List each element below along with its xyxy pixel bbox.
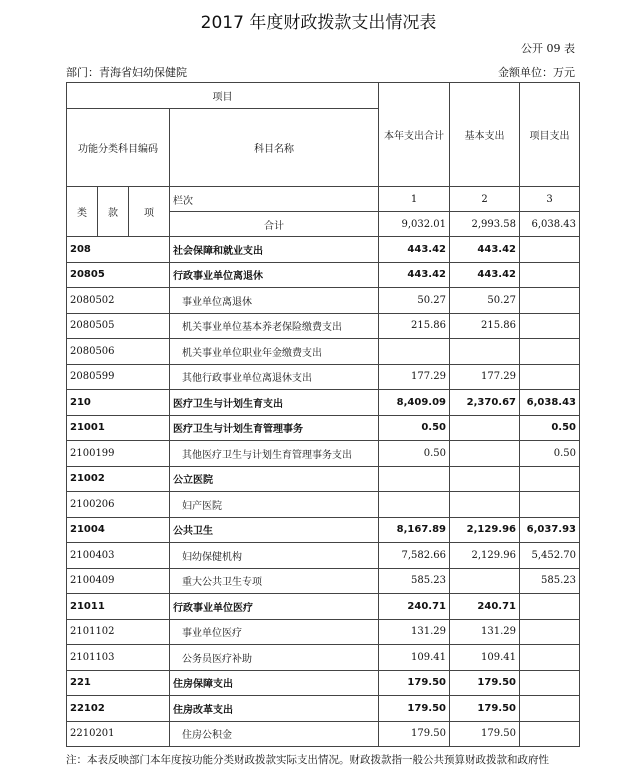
row-code: 208 <box>67 237 170 263</box>
header-subject-name: 科目名称 <box>170 109 379 187</box>
row-code: 2101102 <box>67 619 170 645</box>
report-title: 2017 年度财政拨款支出情况表 <box>200 13 437 33</box>
row-total: 443.42 <box>379 237 450 263</box>
row-subject-name: 医疗卫生与计划生育管理事务 <box>170 415 379 441</box>
footnote: 注：本表反映部门本年度按功能分类财政拨款实际支出情况。财政拨款指一般公共预算财政拨款和政府性 <box>66 754 549 766</box>
row-subject-name: 其他医疗卫生与计划生育管理事务支出 <box>170 441 379 467</box>
table-row <box>67 619 580 645</box>
row-total: 179.50 <box>379 721 450 747</box>
table-row <box>67 568 580 594</box>
row-basic: 179.50 <box>450 670 520 696</box>
table-row <box>67 364 580 390</box>
row-code: 2080502 <box>67 288 170 314</box>
row-basic: 50.27 <box>450 288 520 314</box>
row-basic <box>450 492 520 518</box>
table-row <box>67 390 580 416</box>
row-subject-name: 行政事业单位医疗 <box>170 594 379 620</box>
row-basic: 2,370.67 <box>450 390 520 416</box>
row-total: 585.23 <box>379 568 450 594</box>
row-basic: 443.42 <box>450 237 520 263</box>
row-subject-name: 住房改革支出 <box>170 696 379 722</box>
table-row <box>67 339 580 365</box>
row-subject-name: 住房公积金 <box>170 721 379 747</box>
table-row <box>67 262 580 288</box>
row-total: 109.41 <box>379 645 450 671</box>
row-project: 0.50 <box>520 415 580 441</box>
row-total: 240.71 <box>379 594 450 620</box>
table-row <box>67 237 580 263</box>
row-basic: 2,129.96 <box>450 543 520 569</box>
row-subject-name: 住房保障支出 <box>170 670 379 696</box>
table-row <box>67 543 580 569</box>
row-subject-name: 重大公共卫生专项 <box>170 568 379 594</box>
row-total: 50.27 <box>379 288 450 314</box>
header-func-code: 功能分类科目编码 <box>67 109 170 187</box>
row-code: 2100206 <box>67 492 170 518</box>
table-row <box>67 466 580 492</box>
table-row <box>67 721 580 747</box>
table-row <box>67 492 580 518</box>
row-total: 179.50 <box>379 696 450 722</box>
row-basic <box>450 466 520 492</box>
row-code: 2080599 <box>67 364 170 390</box>
row-project: 0.50 <box>520 441 580 467</box>
row-project <box>520 619 580 645</box>
total-basic: 2,993.58 <box>450 212 520 237</box>
row-total: 215.86 <box>379 313 450 339</box>
row-project <box>520 594 580 620</box>
row-project <box>520 262 580 288</box>
form-code: 公开 09 表 <box>521 42 575 55</box>
row-subject-name: 行政事业单位离退休 <box>170 262 379 288</box>
unit-label: 金额单位：万元 <box>498 66 575 79</box>
row-project <box>520 492 580 518</box>
row-total <box>379 466 450 492</box>
row-total: 0.50 <box>379 415 450 441</box>
row-basic: 109.41 <box>450 645 520 671</box>
row-total: 443.42 <box>379 262 450 288</box>
col-number-3: 3 <box>520 187 580 212</box>
row-code: 21001 <box>67 415 170 441</box>
table-row <box>67 441 580 467</box>
row-basic: 443.42 <box>450 262 520 288</box>
col-number-1: 1 <box>379 187 450 212</box>
row-project: 6,037.93 <box>520 517 580 543</box>
row-total: 8,167.89 <box>379 517 450 543</box>
header-item: 项目 <box>67 83 379 109</box>
row-total <box>379 492 450 518</box>
row-total: 7,582.66 <box>379 543 450 569</box>
row-project <box>520 288 580 314</box>
row-code: 21011 <box>67 594 170 620</box>
row-subject-name: 医疗卫生与计划生育支出 <box>170 390 379 416</box>
row-project: 6,038.43 <box>520 390 580 416</box>
table-row <box>67 696 580 722</box>
row-subject-name: 事业单位医疗 <box>170 619 379 645</box>
row-subject-name: 机关事业单位职业年金缴费支出 <box>170 339 379 365</box>
table-row <box>67 645 580 671</box>
row-code: 210 <box>67 390 170 416</box>
table-row <box>67 670 580 696</box>
row-code: 2210201 <box>67 721 170 747</box>
total-sum: 9,032.01 <box>379 212 450 237</box>
table-row <box>67 594 580 620</box>
header-basic: 基本支出 <box>450 83 520 187</box>
row-code: 20805 <box>67 262 170 288</box>
row-code: 21002 <box>67 466 170 492</box>
header-project: 项目支出 <box>520 83 580 187</box>
col-number-2: 2 <box>450 187 520 212</box>
row-total: 179.50 <box>379 670 450 696</box>
table-row <box>67 288 580 314</box>
row-total: 177.29 <box>379 364 450 390</box>
row-basic <box>450 415 520 441</box>
header-lanci: 栏次 <box>170 187 379 212</box>
row-subject-name: 妇产医院 <box>170 492 379 518</box>
row-subject-name: 社会保障和就业支出 <box>170 237 379 263</box>
header-total: 本年支出合计 <box>379 83 450 187</box>
row-basic: 179.50 <box>450 696 520 722</box>
header-xiang: 项 <box>129 187 170 237</box>
row-project: 585.23 <box>520 568 580 594</box>
row-basic <box>450 441 520 467</box>
row-project <box>520 466 580 492</box>
row-code: 21004 <box>67 517 170 543</box>
row-project <box>520 364 580 390</box>
table-row <box>67 313 580 339</box>
row-project <box>520 339 580 365</box>
row-code: 221 <box>67 670 170 696</box>
row-subject-name: 机关事业单位基本养老保险缴费支出 <box>170 313 379 339</box>
row-subject-name: 公共卫生 <box>170 517 379 543</box>
row-total: 0.50 <box>379 441 450 467</box>
row-subject-name: 妇幼保健机构 <box>170 543 379 569</box>
row-subject-name: 公立医院 <box>170 466 379 492</box>
row-project <box>520 721 580 747</box>
header-kuan: 款 <box>98 187 129 237</box>
row-code: 2100199 <box>67 441 170 467</box>
row-basic <box>450 568 520 594</box>
row-code: 2101103 <box>67 645 170 671</box>
department-label: 部门：青海省妇幼保健院 <box>66 66 187 79</box>
expenditure-table <box>66 82 580 747</box>
row-subject-name: 其他行政事业单位离退休支出 <box>170 364 379 390</box>
row-basic: 177.29 <box>450 364 520 390</box>
row-project <box>520 696 580 722</box>
row-project <box>520 645 580 671</box>
row-total: 131.29 <box>379 619 450 645</box>
table-row <box>67 415 580 441</box>
header-lei: 类 <box>67 187 98 237</box>
row-code: 22102 <box>67 696 170 722</box>
row-project <box>520 670 580 696</box>
total-label: 合计 <box>170 212 379 237</box>
row-project <box>520 237 580 263</box>
row-total <box>379 339 450 365</box>
row-code: 2100409 <box>67 568 170 594</box>
row-basic: 131.29 <box>450 619 520 645</box>
row-basic: 215.86 <box>450 313 520 339</box>
row-basic <box>450 339 520 365</box>
row-subject-name: 事业单位离退休 <box>170 288 379 314</box>
table-row <box>67 517 580 543</box>
row-project: 5,452.70 <box>520 543 580 569</box>
total-project: 6,038.43 <box>520 212 580 237</box>
row-basic: 179.50 <box>450 721 520 747</box>
row-code: 2100403 <box>67 543 170 569</box>
row-total: 8,409.09 <box>379 390 450 416</box>
row-basic: 240.71 <box>450 594 520 620</box>
row-code: 2080506 <box>67 339 170 365</box>
row-basic: 2,129.96 <box>450 517 520 543</box>
row-project <box>520 313 580 339</box>
row-code: 2080505 <box>67 313 170 339</box>
row-subject-name: 公务员医疗补助 <box>170 645 379 671</box>
